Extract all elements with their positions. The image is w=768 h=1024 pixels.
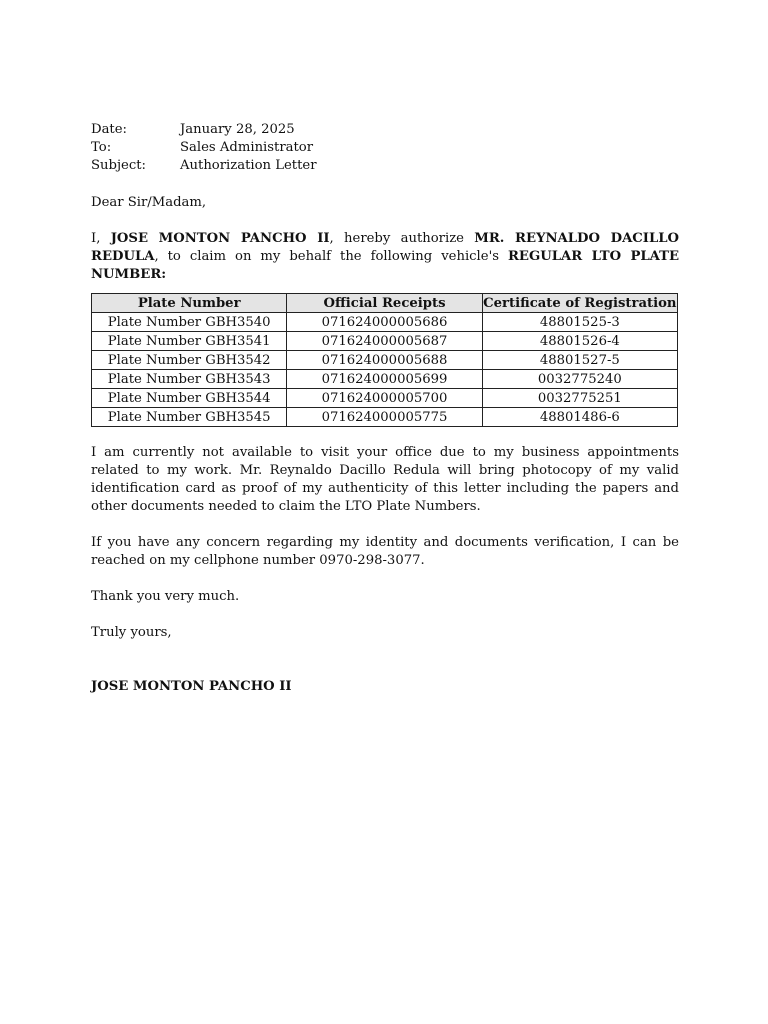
claim-item: REGULAR LTO PLATE NUMBER: bbox=[91, 249, 680, 282]
subject-label: Subject: bbox=[91, 158, 146, 173]
letter-page bbox=[91, 121, 679, 696]
registration-cell: 48801486-6 bbox=[482, 408, 677, 427]
receipt-cell: 071624000005700 bbox=[287, 389, 482, 408]
registration-cell: 0032775240 bbox=[482, 370, 677, 389]
table-row bbox=[92, 313, 678, 332]
plate-cell: Plate Number GBH3541 bbox=[92, 332, 287, 351]
receipt-cell: 071624000005775 bbox=[287, 408, 482, 427]
intro-paragraph bbox=[91, 230, 679, 284]
letter-header bbox=[91, 121, 679, 175]
plates-table bbox=[91, 293, 678, 427]
plate-cell: Plate Number GBH3544 bbox=[92, 389, 287, 408]
receipt-cell: 071624000005699 bbox=[287, 370, 482, 389]
registration-cell: 48801526-4 bbox=[482, 332, 677, 351]
table-row bbox=[92, 351, 678, 370]
column-header-plate: Plate Number bbox=[92, 294, 287, 313]
plate-cell: Plate Number GBH3542 bbox=[92, 351, 287, 370]
receipt-cell: 071624000005686 bbox=[287, 313, 482, 332]
to-value: Sales Administrator bbox=[180, 140, 314, 155]
intro-text-3: , to claim on my behalf the following vehicle's bbox=[154, 249, 508, 264]
registration-cell: 0032775251 bbox=[482, 389, 677, 408]
table-row bbox=[92, 332, 678, 351]
concern-paragraph: If you have any concern regarding my identity and documents verification, I can be reached on my cellphone number 0970-298-3077. bbox=[91, 535, 679, 568]
intro-text-2: , hereby authorize bbox=[329, 231, 475, 246]
table-row bbox=[92, 408, 678, 427]
subject-value: Authorization Letter bbox=[180, 158, 317, 173]
registration-cell: 48801527-5 bbox=[482, 351, 677, 370]
plate-cell: Plate Number GBH3545 bbox=[92, 408, 287, 427]
to-row bbox=[91, 139, 679, 157]
date-value: January 28, 2025 bbox=[180, 122, 295, 137]
table-row bbox=[92, 389, 678, 408]
column-header-registration: Certificate of Registration bbox=[483, 295, 677, 311]
signature-name: JOSE MONTON PANCHO II bbox=[91, 679, 292, 694]
authorized-name: MR. REYNALDO DACILLO REDULA bbox=[91, 231, 680, 264]
plate-cell: Plate Number GBH3543 bbox=[92, 370, 287, 389]
date-label: Date: bbox=[91, 122, 127, 137]
authorizer-name: JOSE MONTON PANCHO II bbox=[110, 231, 330, 246]
column-header-receipts: Official Receipts bbox=[287, 294, 482, 313]
availability-paragraph: I am currently not available to visit your office due to my business appointments related to my work. Mr. Reynaldo Dacillo Redula will bring photocopy of my valid identification card as proof of my authenticity of this letter including the papers and other documents needed to claim the LTO Plate Numbers. bbox=[91, 445, 679, 514]
thanks-line: Thank you very much. bbox=[91, 589, 240, 604]
date-row bbox=[91, 121, 679, 139]
closing-line: Truly yours, bbox=[91, 625, 172, 640]
subject-row bbox=[91, 157, 679, 175]
receipt-cell: 071624000005687 bbox=[287, 332, 482, 351]
table-header-row bbox=[92, 294, 678, 313]
table-row bbox=[92, 370, 678, 389]
registration-cell: 48801525-3 bbox=[482, 313, 677, 332]
plate-cell: Plate Number GBH3540 bbox=[92, 313, 287, 332]
to-label: To: bbox=[91, 140, 112, 155]
salutation: Dear Sir/Madam, bbox=[91, 195, 207, 210]
receipt-cell: 071624000005688 bbox=[287, 351, 482, 370]
intro-text-1: I, bbox=[91, 231, 111, 246]
